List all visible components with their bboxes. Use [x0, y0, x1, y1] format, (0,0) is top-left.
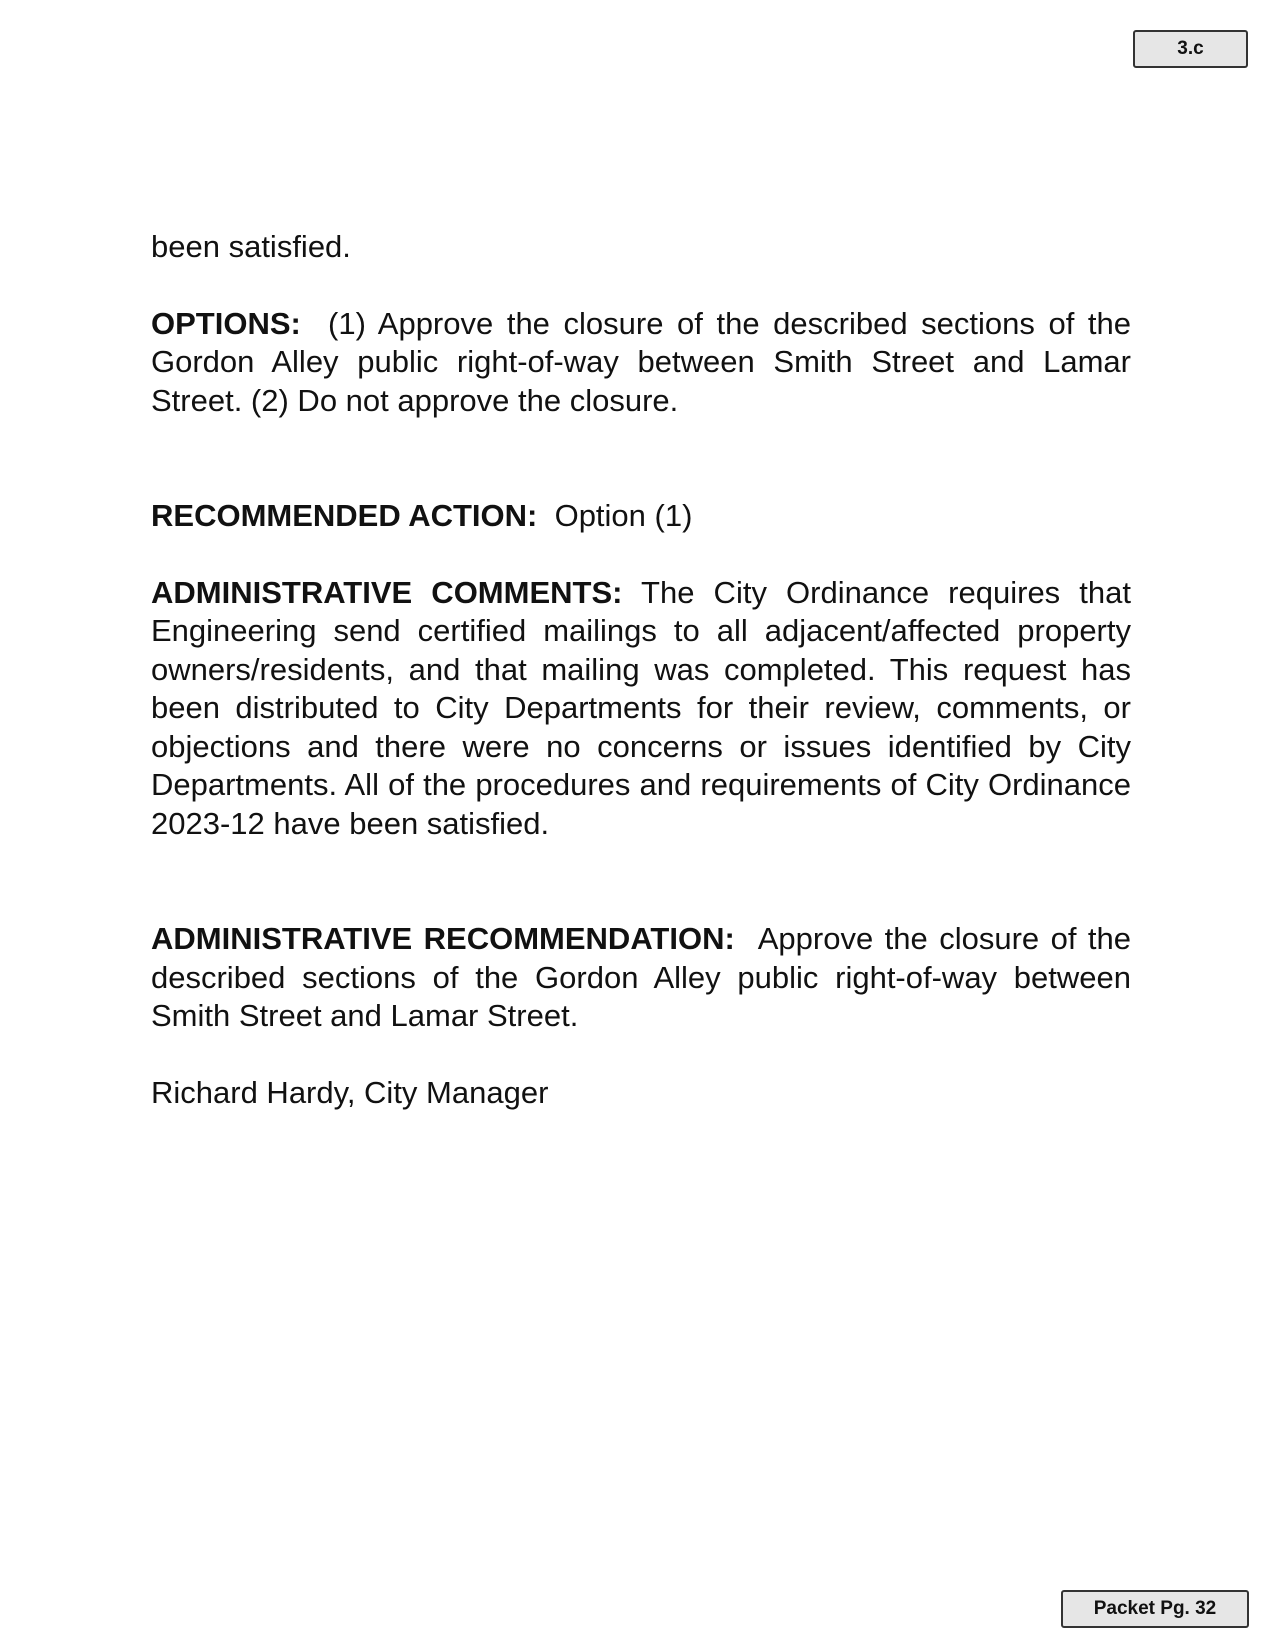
intro-text: been satisfied.: [151, 229, 351, 264]
recommended-action-label: RECOMMENDED ACTION:: [151, 498, 538, 533]
administrative-comments-text: The City Ordinance requires that Engineering send certified mailings to all adjacent/affected property owners/residents, and that mailing was completed. This request has been distributed to City Departments for their review, comments, or objections and there were no concerns or issues identified by City Departments. All of the procedures and requirements of City Ordinance 2023-12 have been satisfied.: [151, 574, 1131, 841]
signature-line: Richard Hardy, City Manager: [151, 1074, 549, 1110]
administrative-comments-paragraph: [151, 574, 1131, 844]
recommended-action-text: Option (1): [554, 498, 693, 533]
options-text: (1) Approve the closure of the described sections of the Gordon Alley public right-of-way between Smith Street and Lamar Street. (2) Do not approve the closure.: [151, 305, 1131, 418]
options-paragraph: [151, 305, 1131, 421]
recommended-action-paragraph: [151, 497, 1131, 536]
administrative-comments-label: ADMINISTRATIVE COMMENTS:: [151, 574, 623, 610]
packet-page-badge: Packet Pg. 32: [1061, 1590, 1249, 1628]
administrative-recommendation-paragraph: [151, 920, 1131, 1036]
document-body: [151, 228, 1131, 1112]
administrative-recommendation-text: Approve the closure of the described sections of the Gordon Alley public right-of-way between Smith Street and Lamar Street.: [151, 921, 1132, 1033]
agenda-item-number-badge: 3.c: [1133, 30, 1248, 68]
administrative-recommendation-label: ADMINISTRATIVE RECOMMENDATION:: [151, 921, 735, 956]
options-label: OPTIONS:: [151, 305, 301, 341]
